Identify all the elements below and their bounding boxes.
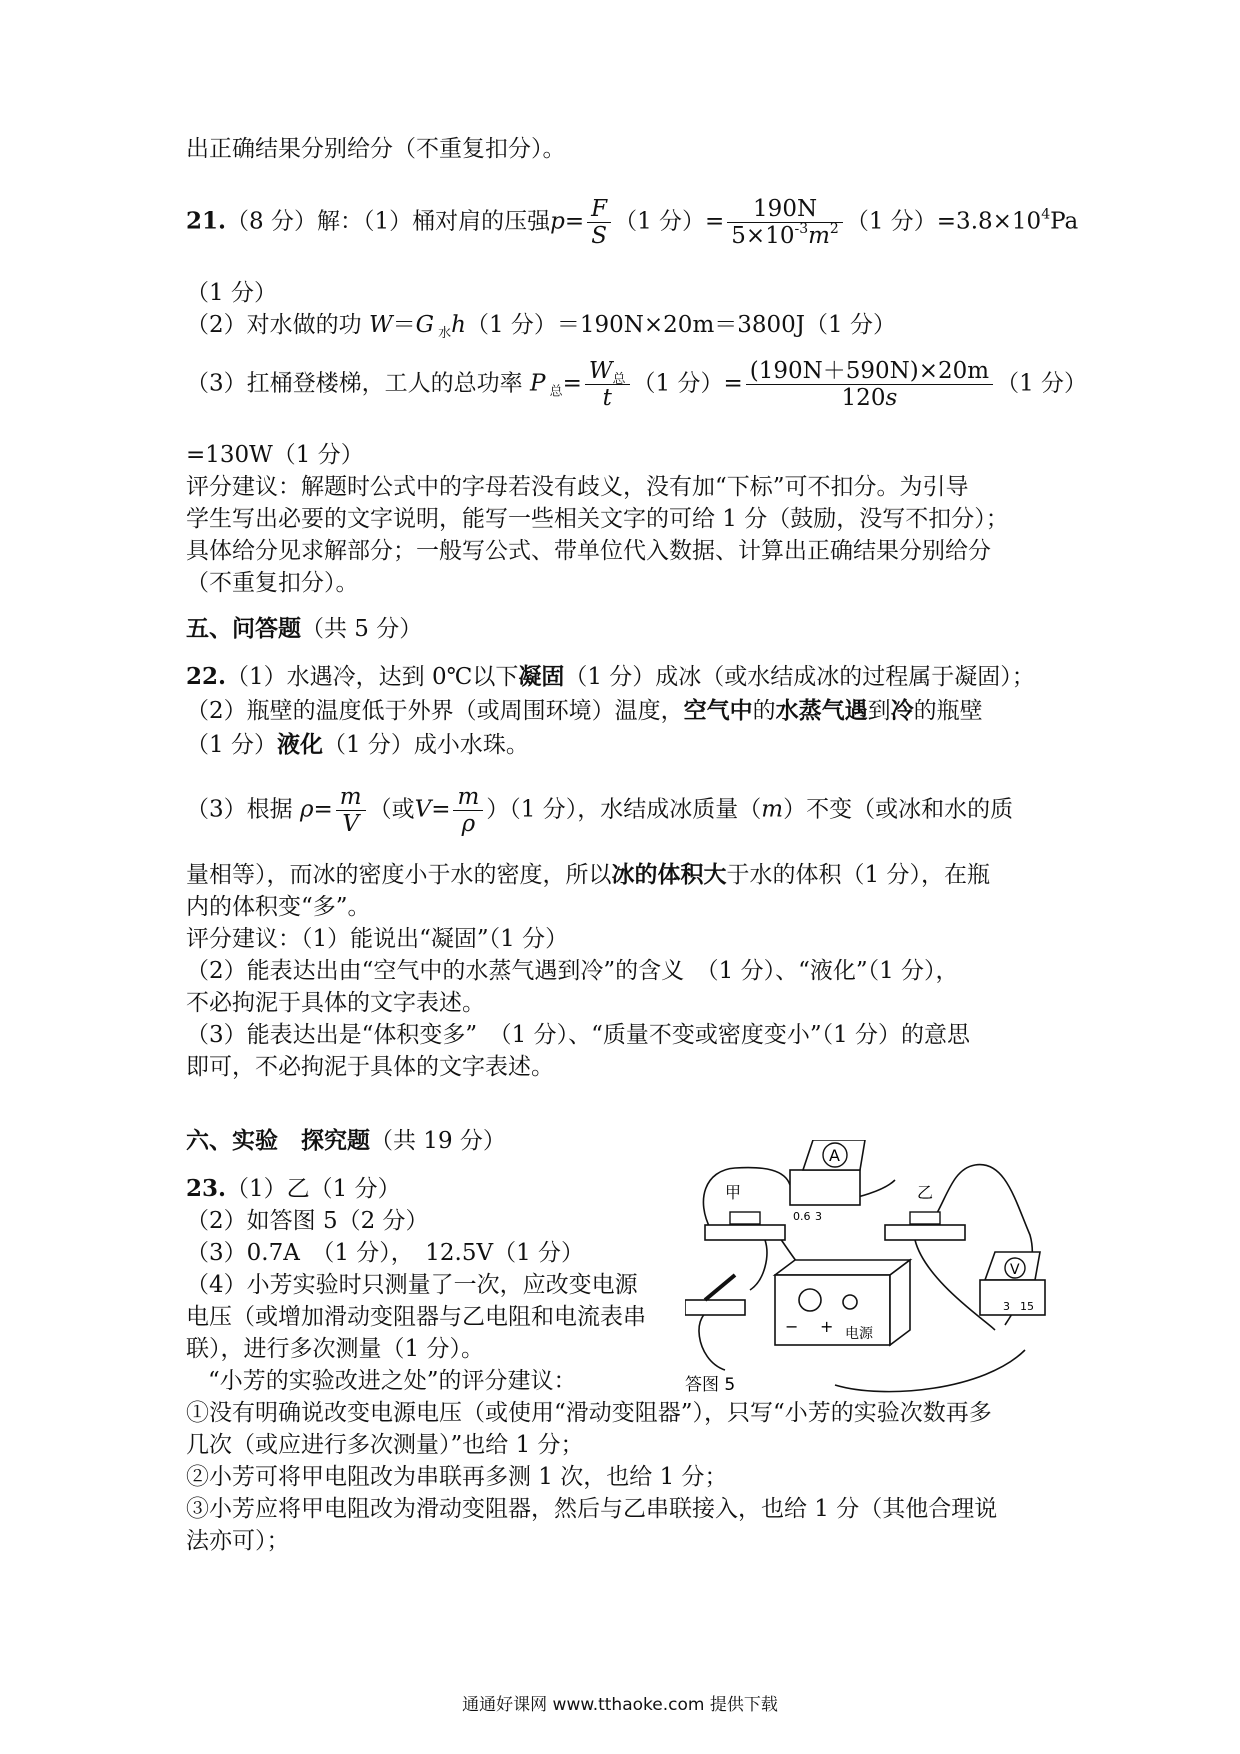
scoring-4: （不重复扣分）。 xyxy=(186,570,359,596)
q22-line-1: 22.（1）水遇冷，达到 0℃以下凝固（1 分）成冰（或水结成冰的过程属于凝固）； xyxy=(186,663,1035,690)
fraction-m-over-rho: $\frac{m}{\rho}$ xyxy=(453,784,483,837)
resistor-yi-body xyxy=(910,1212,940,1224)
resistor-jia-base xyxy=(705,1225,785,1240)
q21-result: =130W（1 分） xyxy=(186,442,364,468)
q22-scoring-5: 即可，不必拘泥于具体的文字表述。 xyxy=(186,1054,554,1080)
ammeter xyxy=(790,1140,865,1223)
q22-line-4: （3）根据 ρ= $\frac{m}{V}$ （或V= $\frac{m}{\rho}$ ）（1 分），水结成冰质量（m）不变（或冰和水的质 xyxy=(186,784,1014,837)
q21-line-4: （3）扛桶登楼梯，工人的总功率 P $_总$= $\frac{W_总}{t}$ （1 分）= $\frac{(190N+590N)\times 20m}{120s}$ （1 分） xyxy=(186,358,1088,411)
fraction-power-calc: $\frac{(190N+590N)\times 20m}{120s}$ xyxy=(746,358,993,411)
ammeter-base xyxy=(790,1170,860,1205)
q22-scoring-1: 评分建议：（1）能说出“凝固”（1 分） xyxy=(186,926,569,952)
power-top xyxy=(775,1260,910,1275)
wire-switch-to-jia xyxy=(750,1240,767,1290)
ammeter-label: A xyxy=(829,1146,840,1165)
section-6-heading: 六、实验 探究题（共 19 分） xyxy=(186,1127,506,1154)
q21-line-1: 21.（8 分）解：（1）桶对肩的压强p= $\frac{F}{S}$ （1 分）= $\frac{190N}{5\times 10^{-3}m^2}$ （1 分）$=3.8\times 10^4Pa$ xyxy=(186,196,1079,249)
q23-scoring-2: 几次（或应进行多次测量）”也给 1 分； xyxy=(186,1432,584,1458)
scoring-1: 评分建议：解题时公式中的字母若没有歧义，没有加“下标”可不扣分。为引导 xyxy=(186,474,969,500)
power-side xyxy=(890,1260,910,1345)
q22-line-6: 内的体积变“多”。 xyxy=(186,894,371,920)
wire-power-to-voltmeter xyxy=(835,1350,1025,1392)
q23-line-4: （4）小芳实验时只测量了一次，应改变电源 xyxy=(186,1272,638,1298)
power-switch-knob xyxy=(843,1295,857,1309)
power-plus-label: + xyxy=(820,1317,834,1336)
resistor-jia-label: 甲 xyxy=(725,1183,742,1202)
fraction-pressure-calc: $\frac{190N}{5\times 10^{-3}m^2}$ xyxy=(727,196,843,249)
q23-scoring-1: ①没有明确说改变电源电压（或使用“滑动变阻器”），只写“小芳的实验次数再多 xyxy=(186,1400,992,1426)
wire-switch-loop xyxy=(699,1310,725,1370)
q23-scoring-title: “小芳的实验改进之处”的评分建议： xyxy=(208,1368,577,1394)
q21-number: 21. xyxy=(186,207,227,235)
switch-lever xyxy=(705,1275,735,1300)
voltmeter-label: V xyxy=(1010,1262,1020,1278)
resistor-jia-body xyxy=(730,1212,760,1224)
voltmeter-terminal-3: 3 xyxy=(1003,1300,1010,1313)
scoring-3: 具体给分见求解部分；一般写公式、带单位代入数据、计算出正确结果分别给分 xyxy=(186,538,991,564)
q21-line-3: （2）对水做的功 W＝G $_水$h（1 分）＝190N×20m＝3800J（1 分） xyxy=(186,312,896,341)
q22-scoring-3: 不必拘泥于具体的文字表述。 xyxy=(186,990,485,1016)
q22-scoring-2: （2）能表达出由“空气中的水蒸气遇到冷”的含义 （1 分）、“液化”（1 分）， xyxy=(186,958,959,984)
q23-line-3: （3）0.7A （1 分）， 12.5V（1 分） xyxy=(186,1240,585,1266)
fraction-W-over-t: $\frac{W_总}{t}$ xyxy=(585,358,630,411)
fraction-F-over-S: $\frac{F}{S}$ xyxy=(587,196,611,249)
q23-scoring-3: ②小芳可将甲电阻改为串联再多测 1 次，也给 1 分； xyxy=(186,1464,728,1490)
figure-caption: 答图 5 xyxy=(685,1375,736,1395)
q23-line-2: （2）如答图 5（2 分） xyxy=(186,1208,429,1234)
power-minus-label: − xyxy=(785,1317,799,1336)
q23-number: 23. xyxy=(186,1175,227,1202)
q23-line-6: 联），进行多次测量（1 分）。 xyxy=(186,1336,484,1362)
circuit-diagram xyxy=(685,1140,1055,1400)
q23-scoring-5: 法亦可）； xyxy=(186,1528,290,1554)
fraction-m-over-V: $\frac{m}{V}$ xyxy=(336,784,366,837)
q23-line-1: 23.（1）乙（1 分） xyxy=(186,1175,401,1202)
resistor-yi xyxy=(885,1183,965,1240)
switch xyxy=(685,1275,745,1315)
power-label: 电源 xyxy=(845,1326,873,1342)
line-0: 出正确结果分别给分（不重复扣分）。 xyxy=(186,136,566,162)
q22-line-3: （1 分）液化（1 分）成小水珠。 xyxy=(186,731,529,758)
q22-number: 22. xyxy=(186,663,227,690)
voltmeter-terminal-15: 15 xyxy=(1020,1300,1034,1313)
q22-line-5: 量相等），而冰的密度小于水的密度，所以冰的体积大于水的体积（1 分），在瓶 xyxy=(186,861,990,888)
voltmeter xyxy=(980,1252,1045,1315)
power-supply xyxy=(775,1260,910,1345)
resistor-yi-label: 乙 xyxy=(917,1183,934,1202)
ammeter-terminal-3: 3 xyxy=(815,1210,822,1223)
switch-base xyxy=(685,1300,745,1315)
q22-scoring-4: （3）能表达出是“体积变多” （1 分）、“质量不变或密度变小”（1 分）的意思 xyxy=(186,1022,971,1048)
q21-line-2: （1 分） xyxy=(186,280,277,306)
power-knob xyxy=(799,1289,821,1311)
footer: 通通好课网 www.tthaoke.com 提供下载 xyxy=(462,1695,778,1715)
section-5-heading: 五、问答题（共 5 分） xyxy=(186,615,423,642)
scoring-2: 学生写出必要的文字说明，能写一些相关文字的可给 1 分（鼓励，没写不扣分）； xyxy=(186,506,1009,532)
q23-scoring-4: ③小芳应将甲电阻改为滑动变阻器，然后与乙串联接入，也给 1 分（其他合理说 xyxy=(186,1496,998,1522)
q22-line-2: （2）瓶壁的温度低于外界（或周围环境）温度，空气中的水蒸气遇到冷的瓶壁 xyxy=(186,697,983,724)
resistor-yi-base xyxy=(885,1225,965,1240)
q23-line-5: 电压（或增加滑动变阻器与乙电阻和电流表串 xyxy=(186,1304,646,1330)
ammeter-terminal-06: 0.6 xyxy=(793,1210,811,1223)
resistor-jia xyxy=(705,1183,785,1240)
voltmeter-base xyxy=(980,1280,1045,1315)
